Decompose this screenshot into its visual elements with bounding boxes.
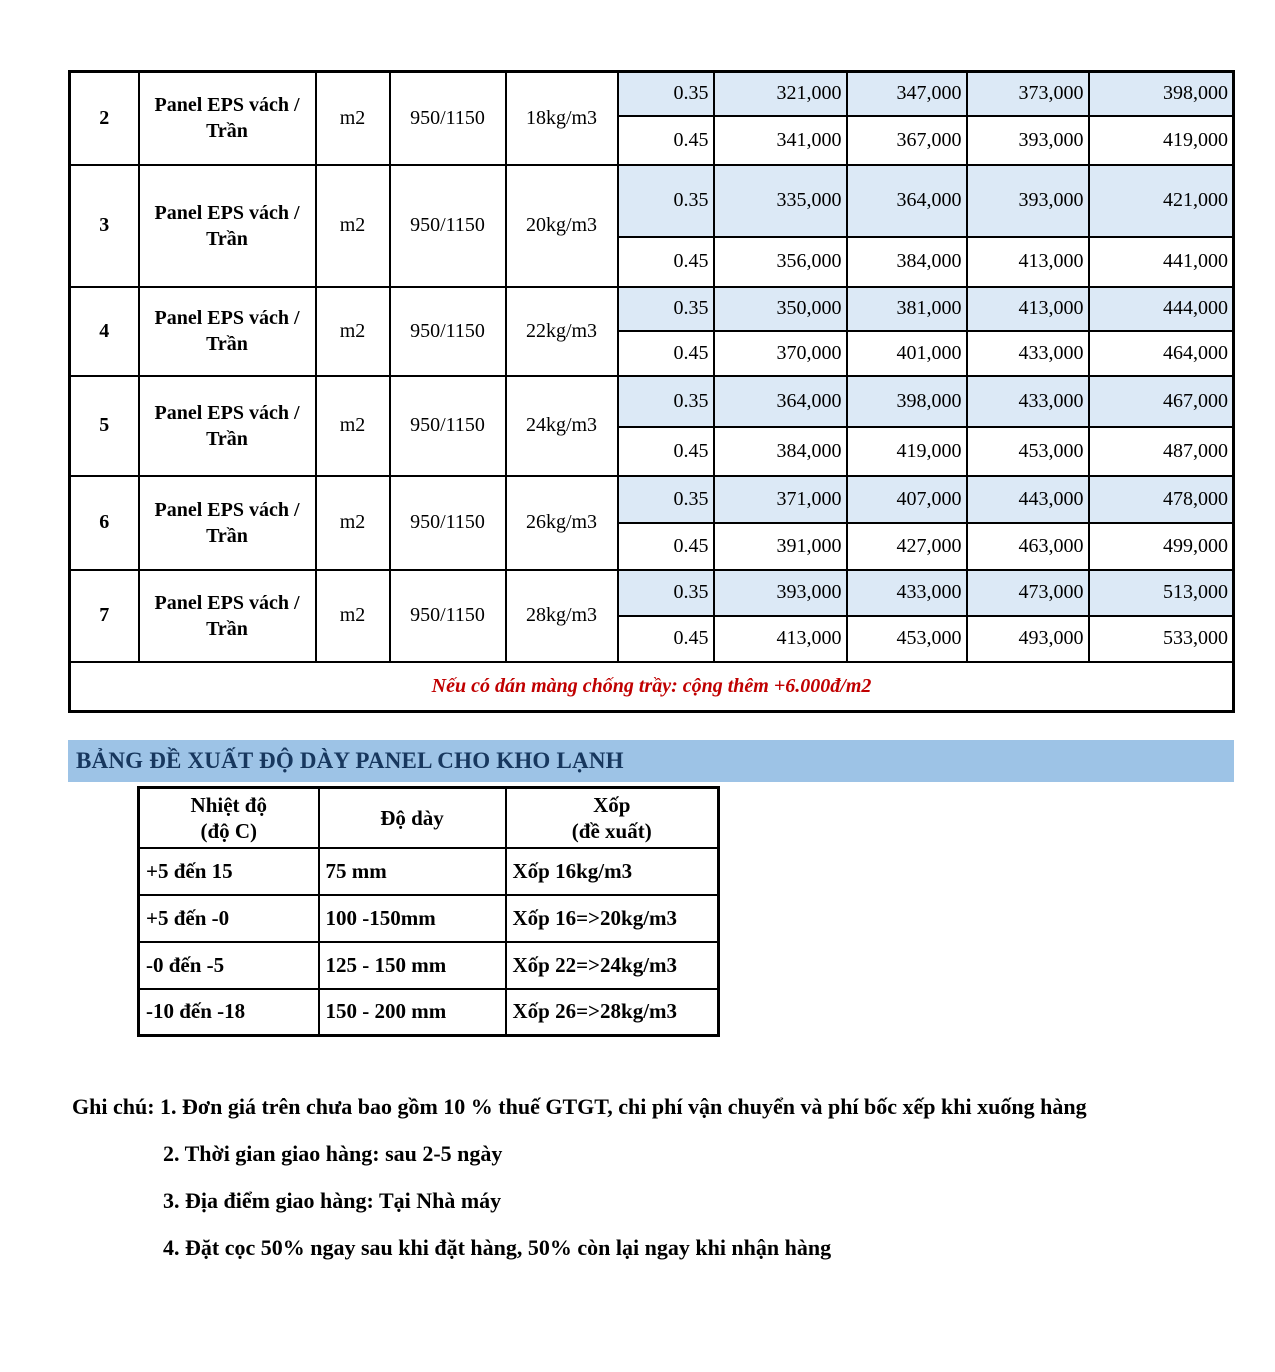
density-cell: 24kg/m3 — [506, 376, 618, 476]
thickness-value-cell: 100 -150mm — [319, 895, 506, 942]
thickness-cell: 0.35 — [618, 72, 714, 116]
document-page — [0, 70, 1275, 1262]
density-cell: 26kg/m3 — [506, 476, 618, 570]
note-line: 4. Đặt cọc 50% ngay sau khi đặt hàng, 50% còn lại ngay khi nhận hàng — [163, 1235, 832, 1260]
panel-price-table — [68, 70, 1235, 713]
price-cell: 384,000 — [714, 427, 847, 476]
foam-cell: Xốp 16=>20kg/m3 — [506, 895, 719, 942]
price-cell: 441,000 — [1089, 237, 1234, 287]
film-note-text: Nếu có dán màng chống trầy: cộng thêm +6.000đ/m2 — [70, 662, 1234, 712]
product-name-cell: Panel EPS vách / Trần — [139, 72, 316, 165]
price-sub-row — [70, 165, 1234, 237]
price-cell: 421,000 — [1089, 165, 1234, 237]
film-note-row — [70, 662, 1234, 712]
price-cell: 393,000 — [714, 570, 847, 616]
price-cell: 433,000 — [967, 376, 1089, 427]
size-cell: 950/1150 — [390, 287, 506, 376]
density-cell: 20kg/m3 — [506, 165, 618, 287]
price-cell: 393,000 — [967, 165, 1089, 237]
price-cell: 347,000 — [847, 72, 967, 116]
thickness-header-cell: Độ dày — [319, 788, 506, 848]
row-number-cell: 2 — [70, 72, 139, 165]
unit-cell: m2 — [316, 165, 390, 287]
temperature-cell: -10 đến -18 — [139, 989, 319, 1036]
price-cell: 335,000 — [714, 165, 847, 237]
unit-cell: m2 — [316, 287, 390, 376]
price-cell: 373,000 — [967, 72, 1089, 116]
price-cell: 467,000 — [1089, 376, 1234, 427]
thickness-cell: 0.45 — [618, 331, 714, 376]
price-cell: 341,000 — [714, 116, 847, 165]
price-cell: 384,000 — [847, 237, 967, 287]
price-sub-row — [70, 376, 1234, 427]
price-cell: 453,000 — [967, 427, 1089, 476]
row-number-cell: 3 — [70, 165, 139, 287]
thickness-value-cell: 125 - 150 mm — [319, 942, 506, 989]
price-cell: 463,000 — [967, 523, 1089, 570]
size-cell: 950/1150 — [390, 72, 506, 165]
price-cell: 487,000 — [1089, 427, 1234, 476]
size-cell: 950/1150 — [390, 165, 506, 287]
price-sub-row — [70, 72, 1234, 116]
price-cell: 398,000 — [847, 376, 967, 427]
price-cell: 413,000 — [714, 616, 847, 662]
size-cell: 950/1150 — [390, 376, 506, 476]
unit-cell: m2 — [316, 476, 390, 570]
thickness-header-cell: Nhiệt độ (độ C) — [139, 788, 319, 848]
thickness-recommendation-table — [137, 786, 720, 1037]
price-cell: 364,000 — [714, 376, 847, 427]
size-cell: 950/1150 — [390, 476, 506, 570]
price-cell: 419,000 — [1089, 116, 1234, 165]
product-name-cell: Panel EPS vách / Trần — [139, 376, 316, 476]
thickness-cell: 0.35 — [618, 165, 714, 237]
unit-cell: m2 — [316, 72, 390, 165]
price-cell: 381,000 — [847, 287, 967, 331]
price-cell: 398,000 — [1089, 72, 1234, 116]
density-cell: 28kg/m3 — [506, 570, 618, 662]
price-cell: 407,000 — [847, 476, 967, 523]
price-cell: 533,000 — [1089, 616, 1234, 662]
thickness-header-row — [139, 788, 719, 848]
note-line: 3. Địa điểm giao hàng: Tại Nhà máy — [163, 1188, 502, 1213]
product-name-cell: Panel EPS vách / Trần — [139, 476, 316, 570]
price-cell: 427,000 — [847, 523, 967, 570]
note-line: Ghi chú: 1. Đơn giá trên chưa bao gồm 10 % thuế GTGT, chi phí vận chuyển và phí bốc xếp khi xuống hàng — [72, 1094, 1087, 1119]
section-title: BẢNG ĐỀ XUẤT ĐỘ DÀY PANEL CHO KHO LẠNH — [76, 748, 624, 773]
foam-cell: Xốp 22=>24kg/m3 — [506, 942, 719, 989]
thickness-data-row — [139, 989, 719, 1036]
thickness-header-cell: Xốp (đề xuất) — [506, 788, 719, 848]
product-name-cell: Panel EPS vách / Trần — [139, 570, 316, 662]
thickness-cell: 0.35 — [618, 376, 714, 427]
notes-block — [72, 1092, 1275, 1262]
thickness-cell: 0.45 — [618, 523, 714, 570]
price-cell: 367,000 — [847, 116, 967, 165]
section-title-bar — [68, 740, 1234, 782]
price-cell: 393,000 — [967, 116, 1089, 165]
thickness-cell: 0.35 — [618, 476, 714, 523]
thickness-cell: 0.45 — [618, 616, 714, 662]
price-cell: 401,000 — [847, 331, 967, 376]
thickness-data-row — [139, 895, 719, 942]
product-name-cell: Panel EPS vách / Trần — [139, 165, 316, 287]
price-cell: 370,000 — [714, 331, 847, 376]
note-line: 2. Thời gian giao hàng: sau 2-5 ngày — [163, 1141, 503, 1166]
price-cell: 473,000 — [967, 570, 1089, 616]
thickness-data-row — [139, 848, 719, 895]
size-cell: 950/1150 — [390, 570, 506, 662]
thickness-cell: 0.35 — [618, 287, 714, 331]
price-cell: 413,000 — [967, 237, 1089, 287]
price-cell: 478,000 — [1089, 476, 1234, 523]
price-cell: 371,000 — [714, 476, 847, 523]
price-cell: 444,000 — [1089, 287, 1234, 331]
density-cell: 22kg/m3 — [506, 287, 618, 376]
thickness-cell: 0.45 — [618, 237, 714, 287]
price-cell: 433,000 — [847, 570, 967, 616]
temperature-cell: +5 đến -0 — [139, 895, 319, 942]
unit-cell: m2 — [316, 376, 390, 476]
price-cell: 413,000 — [967, 287, 1089, 331]
price-sub-row — [70, 570, 1234, 616]
price-cell: 499,000 — [1089, 523, 1234, 570]
price-cell: 464,000 — [1089, 331, 1234, 376]
foam-cell: Xốp 26=>28kg/m3 — [506, 989, 719, 1036]
unit-cell: m2 — [316, 570, 390, 662]
temperature-cell: +5 đến 15 — [139, 848, 319, 895]
price-cell: 350,000 — [714, 287, 847, 331]
price-cell: 493,000 — [967, 616, 1089, 662]
price-cell: 356,000 — [714, 237, 847, 287]
price-cell: 391,000 — [714, 523, 847, 570]
thickness-value-cell: 150 - 200 mm — [319, 989, 506, 1036]
row-number-cell: 6 — [70, 476, 139, 570]
price-sub-row — [70, 287, 1234, 331]
price-cell: 513,000 — [1089, 570, 1234, 616]
density-cell: 18kg/m3 — [506, 72, 618, 165]
price-cell: 364,000 — [847, 165, 967, 237]
thickness-data-row — [139, 942, 719, 989]
row-number-cell: 7 — [70, 570, 139, 662]
thickness-cell: 0.45 — [618, 116, 714, 165]
row-number-cell: 4 — [70, 287, 139, 376]
product-name-cell: Panel EPS vách / Trần — [139, 287, 316, 376]
foam-cell: Xốp 16kg/m3 — [506, 848, 719, 895]
price-cell: 321,000 — [714, 72, 847, 116]
row-number-cell: 5 — [70, 376, 139, 476]
thickness-value-cell: 75 mm — [319, 848, 506, 895]
price-cell: 443,000 — [967, 476, 1089, 523]
price-cell: 433,000 — [967, 331, 1089, 376]
thickness-cell: 0.45 — [618, 427, 714, 476]
price-cell: 453,000 — [847, 616, 967, 662]
thickness-cell: 0.35 — [618, 570, 714, 616]
price-sub-row — [70, 476, 1234, 523]
temperature-cell: -0 đến -5 — [139, 942, 319, 989]
price-cell: 419,000 — [847, 427, 967, 476]
